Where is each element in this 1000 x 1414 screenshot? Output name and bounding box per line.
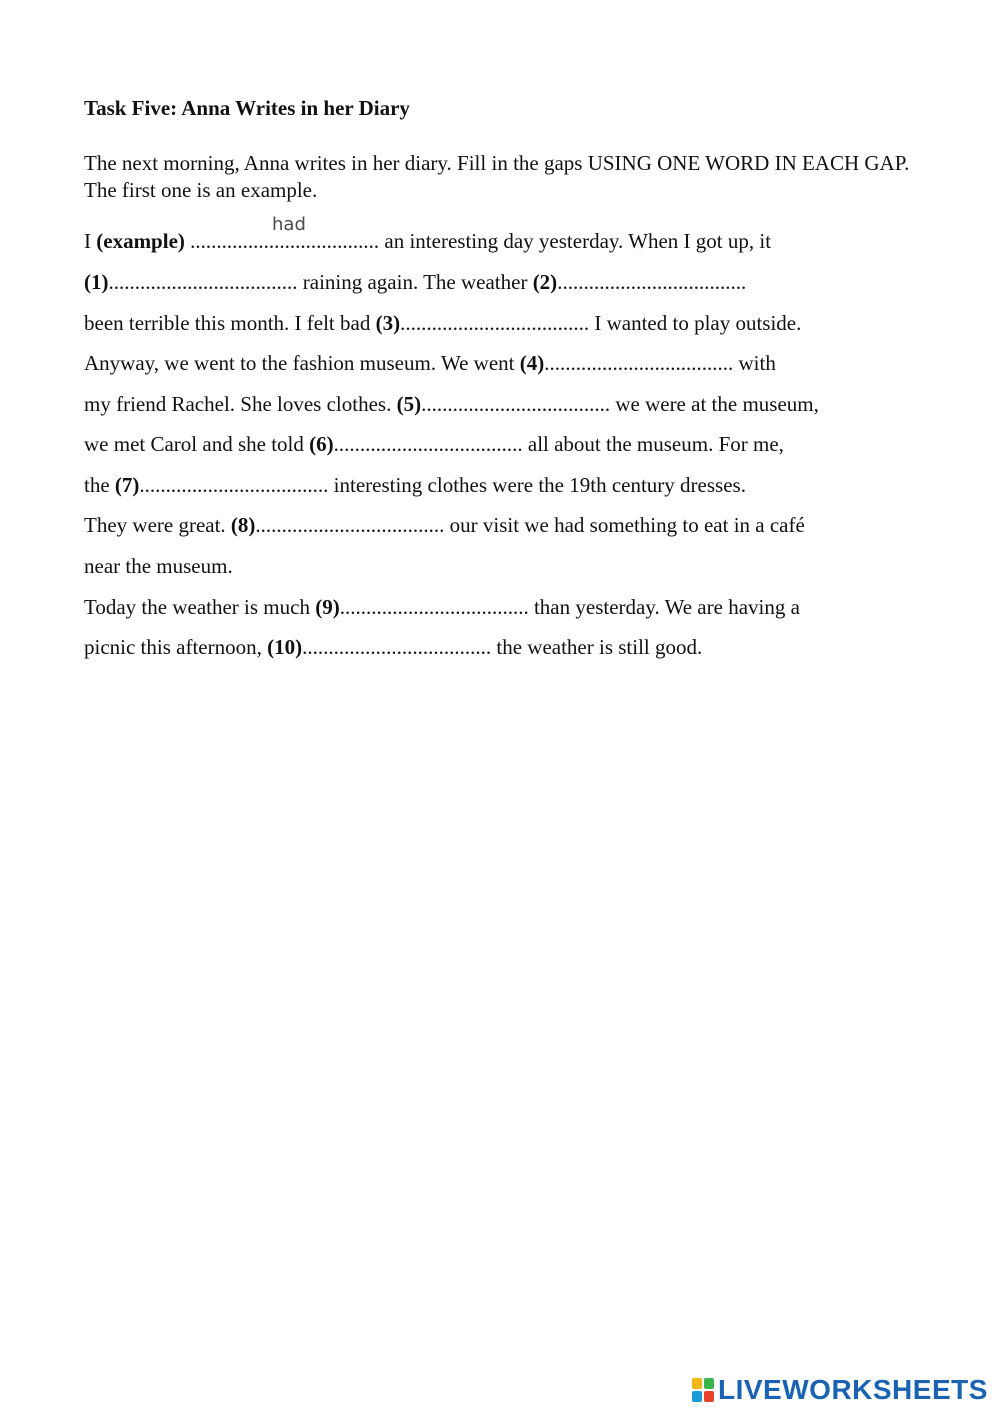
- gap-label-3: (3): [375, 311, 401, 335]
- gap-label-10: (10): [267, 635, 303, 659]
- gap-label-2: (2): [532, 270, 558, 294]
- example-answer: had: [272, 214, 306, 235]
- gap-label-4: (4): [519, 351, 545, 375]
- diary-line-3: been terrible this month. I felt bad (3).................................... I wanted to play outside.: [84, 311, 802, 335]
- gap-dots-8: ....................................: [255, 513, 445, 537]
- gap-dots-1: ....................................: [108, 270, 298, 294]
- diary-line-9: near the museum.: [84, 554, 233, 578]
- gap-input-3[interactable]: [441, 297, 656, 319]
- gap-dots-10: ....................................: [302, 635, 492, 659]
- diary-line-2: (1).................................... raining again. The weather (2)....................................: [84, 270, 747, 294]
- logo-text: LIVEWORKSHEETS: [718, 1374, 988, 1405]
- diary-line-6: we met Carol and she told (6).................................... all about the museum. For me,: [84, 432, 784, 456]
- gap-label-example: (example): [96, 229, 185, 253]
- diary-line-1: I (example) .................................... an interesting day yesterday. When I got up, it: [84, 229, 772, 253]
- liveworksheets-logo: [692, 1373, 988, 1407]
- gap-label-7: (7): [114, 473, 140, 497]
- gap-dots-5: ....................................: [421, 392, 611, 416]
- task-instruction: The next morning, Anna writes in her diary. Fill in the gaps USING ONE WORD IN EACH GAP. The first one is an example.: [84, 151, 910, 202]
- diary-line-8: They were great. (8).................................... our visit we had something to eat in a café: [84, 513, 805, 537]
- gap-input-5[interactable]: [465, 378, 680, 400]
- gap-dots-example: ....................................: [190, 229, 380, 253]
- gap-input-4[interactable]: [607, 337, 822, 359]
- diary-line-4: Anyway, we went to the fashion museum. We went (4).................................... with: [84, 351, 776, 375]
- gap-dots-4: ....................................: [544, 351, 734, 375]
- gap-label-6: (6): [309, 432, 334, 456]
- diary-line-5: my friend Rachel. She loves clothes. (5).................................... we were at the museum,: [84, 392, 819, 416]
- task-title: Task Five: Anna Writes in her Diary: [84, 96, 410, 120]
- worksheet: [84, 0, 944, 1414]
- gap-dots-7: ....................................: [139, 473, 329, 497]
- gap-input-8[interactable]: [277, 499, 492, 521]
- gap-label-1: (1): [84, 270, 109, 294]
- gap-label-9: (9): [315, 595, 340, 619]
- gap-dots-9: ....................................: [339, 595, 529, 619]
- gap-input-1[interactable]: [114, 256, 329, 278]
- gap-dots-6: ....................................: [333, 432, 523, 456]
- gap-input-7[interactable]: [146, 459, 361, 481]
- gap-input-9[interactable]: [374, 581, 589, 603]
- gap-input-2[interactable]: [624, 256, 839, 278]
- diary-line-7: the (7).................................... interesting clothes were the 19th century dresses.: [84, 473, 746, 497]
- gap-input-10[interactable]: [330, 621, 545, 643]
- gap-label-8: (8): [230, 513, 256, 537]
- logo-mark-icon: [692, 1378, 714, 1402]
- diary-line-10: Today the weather is much (9).................................... than yesterday. We are having a: [84, 595, 800, 619]
- gap-dots-3: ....................................: [400, 311, 590, 335]
- gap-input-6[interactable]: [364, 418, 579, 440]
- gap-dots-2: ....................................: [557, 270, 747, 294]
- gap-label-5: (5): [396, 392, 422, 416]
- diary-line-11: picnic this afternoon, (10).................................... the weather is still good.: [84, 635, 703, 659]
